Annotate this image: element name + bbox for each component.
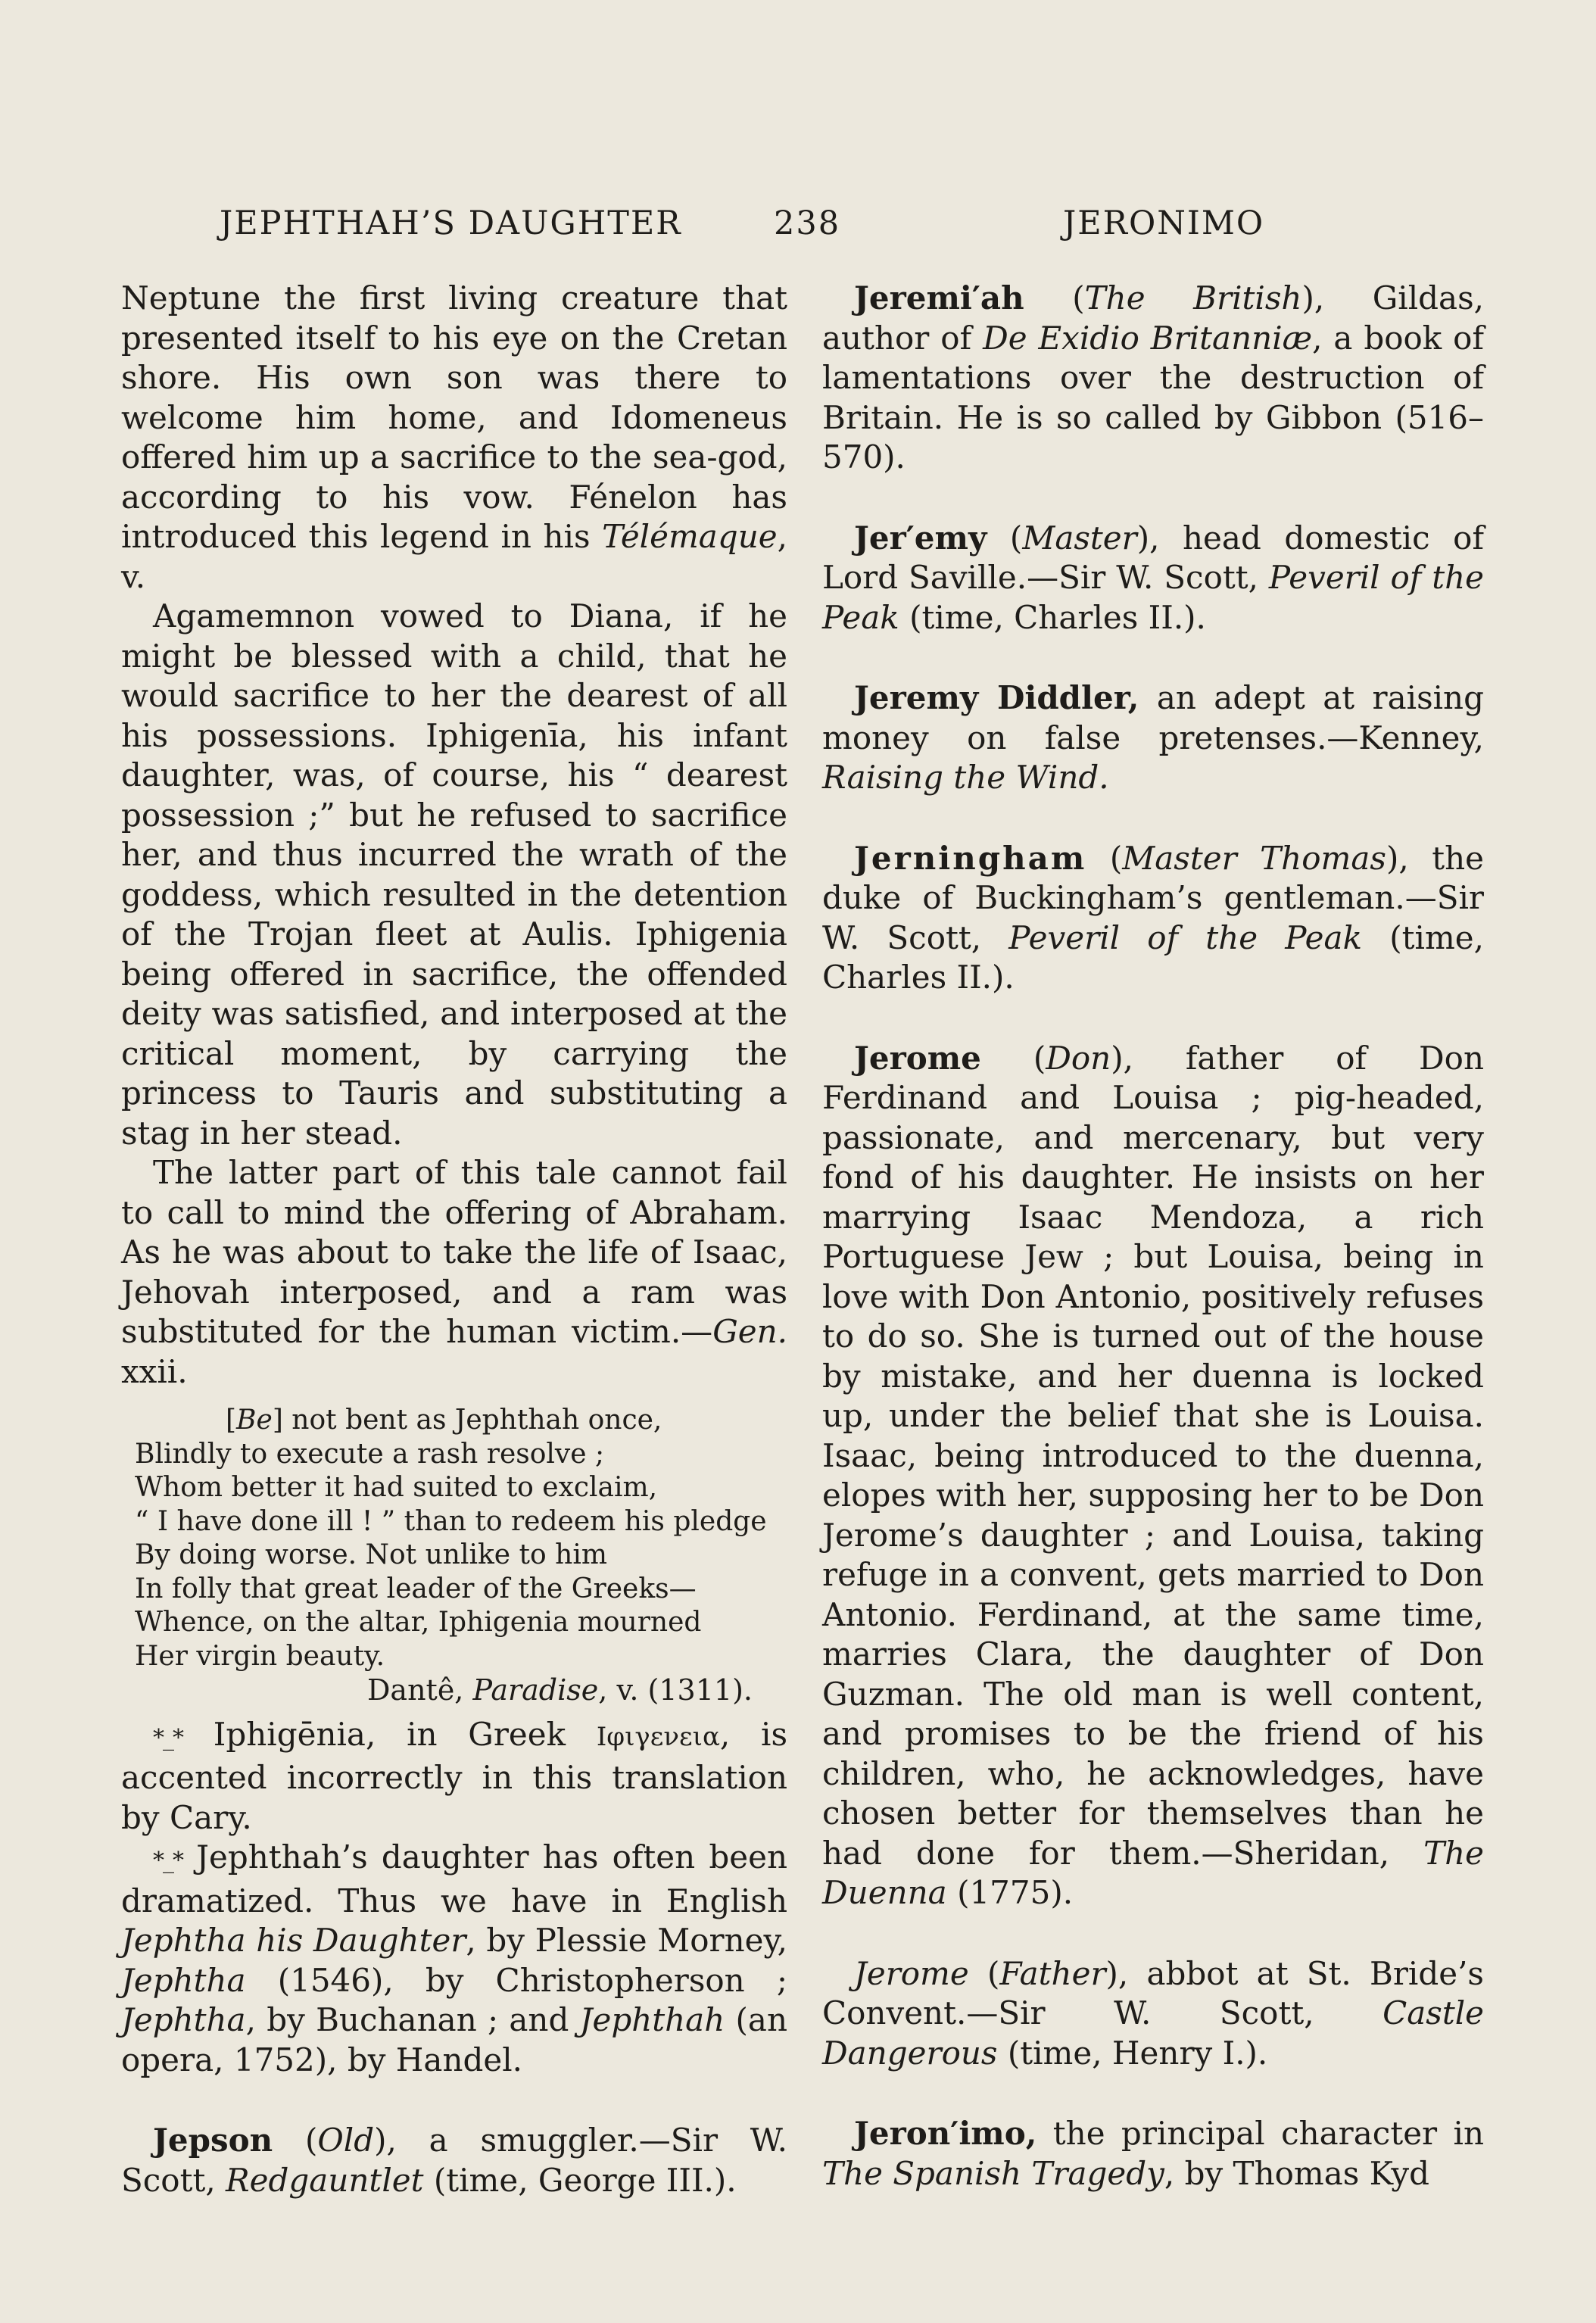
text: The latter part of this tale cannot fail to call to mind the offering of Abraham. As he was about to take the life of Isaac, Jehovah interposed, and a ram was substituted for the human victim.—	[121, 1154, 787, 1350]
text: (	[1024, 279, 1085, 316]
headword: Jerome	[854, 1039, 981, 1077]
entry-jeremiah	[822, 279, 1484, 478]
poem-citation	[135, 1673, 787, 1707]
poem-line: Blindly to execute a rash resolve ;	[135, 1438, 605, 1470]
text: Dantê,	[366, 1673, 473, 1707]
text: Jephthah’s daughter has often been dramatized. Thus we have in English	[121, 1838, 787, 1919]
title-italic: Jephtha	[121, 1961, 246, 1999]
italic-text: Don	[1046, 1039, 1111, 1077]
text: , v. (1311).	[598, 1673, 753, 1707]
asterism-icon: *_*	[153, 1724, 182, 1751]
italic-text: The British	[1084, 279, 1302, 316]
left-column	[121, 279, 787, 2200]
poem-line	[135, 1404, 787, 1438]
text: (time, George III.).	[423, 2161, 737, 2199]
poem-line: In folly that great leader of the Greeks—	[135, 1573, 697, 1604]
text: xxii.	[121, 1352, 188, 1390]
headword: Jeremi′ah	[854, 279, 1024, 316]
poem-italic: Be	[236, 1405, 273, 1436]
poem-line: Her virgin beauty.	[135, 1640, 385, 1672]
headword: Jepson	[153, 2122, 273, 2159]
entry-jerome-father	[822, 1954, 1484, 2074]
headword-italic: Jerome	[854, 1954, 969, 1992]
paragraph-agamemnon: Agamemnon vowed to Diana, if he might be blessed with a child, that he would sacrifice to her the dearest of all his possessions. Iphigenīa, his infant daughter, was, of course, his “ dearest possession ;” but he refused to sacrifice her, and thus incurred the wrath of the goddess, which resulted in the detention of the Trojan fleet at Aulis. Iphigenia being offered in sacrifice, the offended deity was satisfied, and interposed at the critical moment, by carrying the princess to Tauris and substituting a stag in her stead.	[121, 597, 787, 1152]
reference-italic: Gen.	[712, 1313, 787, 1350]
text: (time, Henry I.).	[997, 2034, 1268, 2072]
entry-jerningham	[822, 839, 1484, 998]
paragraph-abraham	[121, 1153, 787, 1392]
entry-jeronimo	[822, 2114, 1484, 2194]
page-number: 238	[774, 204, 841, 242]
text: , by Buchanan ; and	[245, 2001, 580, 2038]
text: , is accented incorrectly in this translation by Cary.	[121, 1715, 788, 1836]
title-italic: The Duenna	[822, 1834, 1484, 1911]
running-head-right: JERONIMO	[1063, 204, 1265, 242]
text: ), Gildas, author of	[822, 279, 1484, 357]
text: ), abbot at St. Bride’s Convent.—Sir W. Scott,	[822, 1954, 1484, 2031]
title-italic: Jephtha his Daughter	[121, 1922, 466, 1959]
text: (	[968, 1954, 1000, 1992]
text: Iphigēnia, in Greek	[182, 1715, 597, 1753]
title-italic: Peveril of the Peak	[1008, 918, 1363, 956]
text: ), father of Don Ferdinand and Louisa ; pig-headed, passionate, and mercenary, but very fond of his daughter. He insists on her marrying Isaac Mendoza, a rich Portuguese Jew ; but Louisa, being in love with Don Antonio, positively refuses to do so. She is turned out of the house by mistake, and her duenna is locked up, under the belief that she is Louisa. Isaac, being introduced to the duenna, elopes with her, supposing her to be Don Jerome’s daughter ; and Louisa, taking refuge in a convent, gets married to Don Antonio. Ferdinand, at the same time, marries Clara, the daughter of Don Guzman. The old man is well content, and promises to be the friend of his children, who, he acknowledges, have chosen better for themselves than he had done for them.—Sheridan,	[822, 1039, 1484, 1872]
headword: Jer′emy	[854, 519, 987, 557]
text: , by Plessie Morney,	[466, 1922, 788, 1959]
text: (an opera, 1752), by Handel.	[121, 2001, 788, 2078]
running-head-left: JEPHTHAH’S DAUGHTER	[220, 204, 682, 242]
dante-quotation	[135, 1404, 787, 1707]
text: ), a smuggler.—Sir W. Scott,	[121, 2122, 787, 2199]
text: , a book of lamentations over the destruction of Britain. He is so called by Gibbon (516–570).	[822, 319, 1485, 476]
note-iphigenia	[121, 1715, 787, 1838]
paragraph-idomeneus	[121, 279, 787, 597]
entry-jerome-don	[822, 1039, 1484, 1913]
text: (time, Charles II.).	[822, 918, 1484, 996]
text: an adept at raising money on false pretenses.—Kenney,	[822, 679, 1484, 756]
text: (	[987, 519, 1023, 557]
title-italic: Redgauntlet	[226, 2161, 424, 2199]
text: , by Thomas Kyd	[1164, 2154, 1429, 2192]
text: (	[1086, 839, 1123, 877]
entry-jeremy-diddler	[822, 678, 1484, 798]
text: Neptune the first living creature that presented itself to his eye on the Cretan shore. His own son was there to welcome him home, and Idomeneus offered him up a sacrifice to the sea-god, according to his vow. Fénelon has introduced this legend in his	[121, 279, 787, 555]
citation-italic: Paradise	[472, 1673, 599, 1707]
text: ), head domestic of Lord Saville.—Sir W. Scott,	[822, 519, 1484, 596]
headword: Jeron′imo,	[854, 2115, 1037, 2152]
entry-jepson	[121, 2121, 787, 2200]
text: (	[980, 1039, 1046, 1077]
greek-word: Ιφιγενεια	[596, 1721, 720, 1752]
right-column	[822, 279, 1484, 2194]
text: (	[273, 2122, 318, 2159]
headword: Jeremy Diddler,	[854, 679, 1139, 716]
note-dramatized	[121, 1838, 787, 2080]
italic-text: Old	[317, 2122, 375, 2159]
poem-line: “ I have done ill ! ” than to redeem his pledge	[135, 1505, 767, 1537]
title-italic: The Spanish Tragedy	[822, 2154, 1164, 2192]
text: (time, Charles II.).	[899, 598, 1206, 636]
title-italic: De Exidio Britanniæ	[983, 319, 1313, 357]
title-italic: Raising the Wind.	[822, 759, 1109, 796]
title-italic: Peveril of the Peak	[822, 559, 1484, 636]
bracket: [	[226, 1405, 237, 1436]
poem-line: Whence, on the altar, Iphigenia mourned	[135, 1607, 702, 1638]
headword: Jerningham	[854, 839, 1087, 877]
title-italic: Jephtha	[121, 2001, 246, 2038]
italic-text: Master	[1022, 519, 1137, 557]
text: ), the duke of Buckingham’s gentleman.—Sir W. Scott,	[822, 839, 1485, 956]
text: (1775).	[946, 1874, 1074, 1911]
italic-text: Father	[999, 1954, 1106, 1992]
text: (1546), by Christopherson ;	[245, 1961, 787, 1999]
italic-text: Master Thomas	[1122, 839, 1386, 877]
text: , v.	[121, 518, 787, 595]
title-italic: Télémaque	[602, 518, 778, 555]
title-italic: Castle Dangerous	[822, 1994, 1484, 2072]
text: the principal character in	[1036, 2115, 1484, 2152]
entry-jeremy	[822, 519, 1484, 638]
poem-line: Whom better it had suited to exclaim,	[135, 1472, 658, 1503]
title-italic: Jephthah	[579, 2001, 725, 2038]
text: ] not bent as Jephthah once,	[272, 1405, 662, 1436]
poem-line: By doing worse. Not unlike to him	[135, 1539, 607, 1570]
asterism-icon: *_*	[153, 1847, 182, 1874]
